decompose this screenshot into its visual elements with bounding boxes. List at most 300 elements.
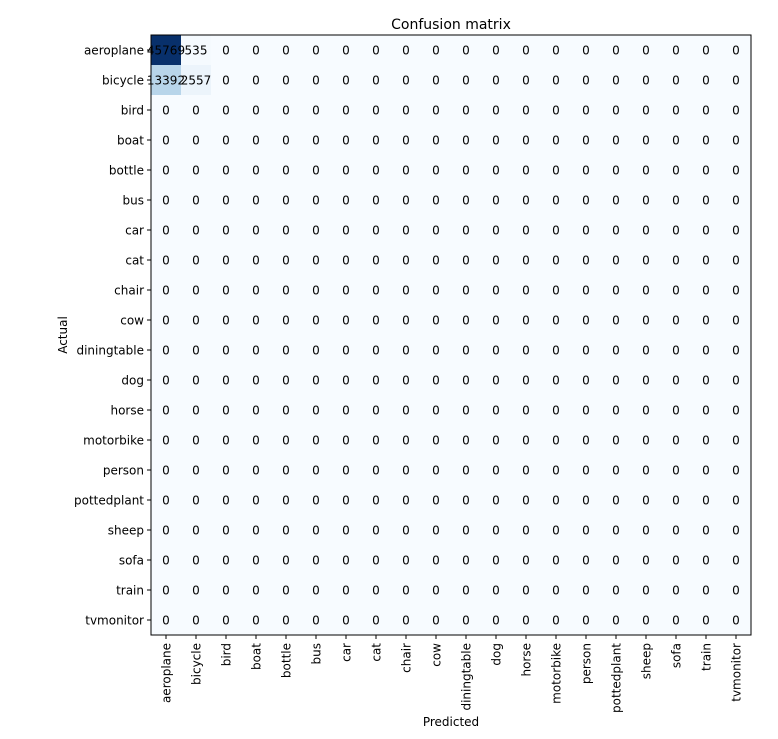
- cell-value-label: 0: [372, 283, 380, 298]
- cell-value-label: 0: [312, 493, 320, 508]
- cell-value-label: 0: [252, 223, 260, 238]
- cell-value-label: 0: [372, 253, 380, 268]
- cell-value-label: 0: [192, 493, 200, 508]
- cell-value-label: 0: [552, 43, 560, 58]
- cell-value-label: 0: [372, 523, 380, 538]
- heatmap-cells: [151, 35, 751, 635]
- cell-value-label: 0: [582, 133, 590, 148]
- cell-value-label: 0: [552, 193, 560, 208]
- cell-value-label: 0: [222, 313, 230, 328]
- cell-value-label: 0: [402, 73, 410, 88]
- cell-value-label: 0: [282, 463, 290, 478]
- cell-value-label: 0: [492, 583, 500, 598]
- cell-value-label: 0: [162, 553, 170, 568]
- cell-value-label: 0: [462, 613, 470, 628]
- cell-value-label: 0: [222, 523, 230, 538]
- y-tick-label-bird: bird: [120, 103, 144, 118]
- cell-value-label: 0: [162, 253, 170, 268]
- y-axis-label: Actual: [56, 316, 70, 354]
- cell-value-label: 0: [582, 103, 590, 118]
- cell-value-label: 0: [372, 43, 380, 58]
- cell-value-label: 0: [642, 493, 650, 508]
- cell-value-label: 0: [642, 343, 650, 358]
- cell-value-label: 0: [312, 613, 320, 628]
- cell-value-label: 0: [192, 583, 200, 598]
- cell-value-label: 0: [342, 403, 350, 418]
- cell-value-label: 0: [612, 283, 620, 298]
- cell-value-label: 0: [342, 73, 350, 88]
- cell-value-label: 0: [612, 133, 620, 148]
- cell-value-label: 0: [732, 163, 740, 178]
- cell-value-label: 0: [282, 73, 290, 88]
- cell-value-label: 0: [222, 553, 230, 568]
- cell-value-label: 0: [702, 583, 710, 598]
- cell-value-label: 0: [192, 283, 200, 298]
- y-tick-label-cow: cow: [120, 313, 144, 328]
- cell-value-label: 0: [702, 553, 710, 568]
- cell-value-label: 0: [582, 433, 590, 448]
- cell-value-label: 0: [162, 493, 170, 508]
- cell-value-label: 0: [162, 163, 170, 178]
- cell-value-label: 0: [492, 223, 500, 238]
- cell-value-label: 0: [732, 523, 740, 538]
- cell-value-label: 0: [552, 163, 560, 178]
- cell-value-label: 0: [282, 223, 290, 238]
- cell-value-label: 0: [732, 463, 740, 478]
- cell-value-label: 0: [282, 103, 290, 118]
- cell-value-label: 0: [432, 313, 440, 328]
- cell-value-label: 0: [252, 463, 260, 478]
- cell-value-label: 0: [192, 223, 200, 238]
- cell-value-label: 0: [732, 553, 740, 568]
- x-tick-label-car: car: [339, 643, 354, 662]
- cell-value-label: 0: [552, 373, 560, 388]
- cell-value-label: 0: [702, 43, 710, 58]
- x-tick-label-sofa: sofa: [669, 643, 684, 669]
- cell-value-label: 0: [522, 43, 530, 58]
- cell-value-label: 0: [612, 73, 620, 88]
- cell-value-label: 0: [462, 193, 470, 208]
- cell-value-label: 0: [342, 103, 350, 118]
- cell-value-label: 0: [432, 403, 440, 418]
- cell-value-label: 0: [312, 283, 320, 298]
- cell-value-label: 0: [222, 433, 230, 448]
- cell-value-label: 0: [282, 253, 290, 268]
- cell-value-label: 0: [672, 193, 680, 208]
- cell-value-label: 0: [672, 583, 680, 598]
- cell-value-label: 0: [552, 133, 560, 148]
- cell-value-label: 0: [402, 43, 410, 58]
- cell-value-label: 0: [312, 223, 320, 238]
- cell-value-label: 0: [642, 433, 650, 448]
- cell-value-label: 0: [522, 613, 530, 628]
- cell-value-label: 0: [462, 223, 470, 238]
- cell-value-label: 0: [612, 253, 620, 268]
- x-axis-tick-labels: [160, 643, 744, 713]
- cell-value-label: 0: [462, 163, 470, 178]
- cell-value-label: 0: [582, 613, 590, 628]
- cell-value-label: 0: [282, 43, 290, 58]
- cell-value-label: 0: [702, 613, 710, 628]
- cell-value-label: 0: [162, 463, 170, 478]
- cell-value-label: 0: [222, 43, 230, 58]
- cell-value-label: 0: [462, 43, 470, 58]
- cell-value-label: 0: [402, 523, 410, 538]
- cell-value-label: 0: [522, 463, 530, 478]
- cell-value-label: 0: [612, 163, 620, 178]
- cell-value-label: 0: [492, 163, 500, 178]
- cell-value-label: 0: [612, 343, 620, 358]
- cell-value-label: 0: [312, 343, 320, 358]
- cell-value-label: 0: [282, 313, 290, 328]
- cell-value-label: 0: [612, 313, 620, 328]
- cell-value-label: 0: [222, 613, 230, 628]
- cell-value-label: 0: [282, 583, 290, 598]
- cell-value-label: 0: [672, 403, 680, 418]
- cell-value-label: 0: [162, 133, 170, 148]
- cell-value-label: 0: [402, 253, 410, 268]
- x-tick-label-horse: horse: [519, 643, 534, 677]
- cell-value-label: 0: [402, 373, 410, 388]
- cell-value-label: 0: [432, 43, 440, 58]
- cell-value-label: 0: [552, 583, 560, 598]
- x-tick-label-bus: bus: [309, 643, 324, 665]
- cell-value-label: 0: [492, 193, 500, 208]
- y-tick-label-car: car: [125, 223, 144, 238]
- cell-value-label: 0: [222, 283, 230, 298]
- y-tick-label-diningtable: diningtable: [76, 343, 144, 358]
- cell-value-label: 0: [462, 583, 470, 598]
- x-tick-label-bottle: bottle: [279, 643, 294, 679]
- cell-value-label: 0: [372, 373, 380, 388]
- cell-value-label: 0: [552, 343, 560, 358]
- cell-value-label: 0: [582, 193, 590, 208]
- cell-value-label: 0: [222, 163, 230, 178]
- cell-value-label: 0: [282, 283, 290, 298]
- cell-value-label: 0: [252, 613, 260, 628]
- cell-value-label: 0: [672, 313, 680, 328]
- cell-value-label: 0: [462, 523, 470, 538]
- cell-value-label: 0: [492, 403, 500, 418]
- cell-value-label: 0: [222, 193, 230, 208]
- cell-value-label: 0: [342, 343, 350, 358]
- cell-value-label: 0: [552, 103, 560, 118]
- cell-value-label: 0: [252, 103, 260, 118]
- cell-value-label: 0: [522, 133, 530, 148]
- cell-value-label: 0: [522, 523, 530, 538]
- cell-value-label: 0: [282, 343, 290, 358]
- x-tick-label-diningtable: diningtable: [459, 643, 474, 711]
- cell-value-label: 0: [402, 463, 410, 478]
- cell-value-label: 0: [462, 313, 470, 328]
- cell-value-label: 0: [432, 103, 440, 118]
- cell-value-label: 0: [612, 223, 620, 238]
- x-tick-label-aeroplane: aeroplane: [159, 643, 174, 704]
- cell-value-label: 0: [642, 613, 650, 628]
- cell-value-label: 0: [672, 553, 680, 568]
- cell-value-label: 0: [552, 223, 560, 238]
- cell-value-label: 0: [432, 283, 440, 298]
- cell-value-label: 0: [672, 433, 680, 448]
- cell-value-label: 0: [732, 493, 740, 508]
- cell-value-label: 0: [612, 553, 620, 568]
- cell-value-label: 0: [222, 103, 230, 118]
- cell-value-label: 0: [252, 43, 260, 58]
- cell-value-label: 0: [432, 433, 440, 448]
- cell-value-label: 0: [642, 583, 650, 598]
- cell-value-label: 0: [252, 193, 260, 208]
- cell-value-label: 0: [372, 163, 380, 178]
- cell-value-label: 0: [552, 553, 560, 568]
- y-tick-label-chair: chair: [114, 283, 144, 298]
- cell-value-label: 0: [612, 493, 620, 508]
- cell-value-label: 0: [732, 133, 740, 148]
- cell-value-label: 0: [312, 463, 320, 478]
- cell-value-label: 0: [492, 373, 500, 388]
- cell-value-label: 45769: [146, 43, 186, 58]
- cell-value-label: 0: [162, 583, 170, 598]
- cell-value-label: 0: [222, 223, 230, 238]
- cell-value-label: 0: [342, 193, 350, 208]
- cell-value-label: 0: [372, 313, 380, 328]
- cell-value-label: 0: [282, 493, 290, 508]
- cell-value-label: 0: [342, 433, 350, 448]
- cell-value-label: 0: [222, 583, 230, 598]
- cell-value-label: 0: [432, 73, 440, 88]
- cell-value-label: 0: [552, 613, 560, 628]
- y-tick-label-sheep: sheep: [107, 523, 144, 538]
- cell-value-label: 0: [672, 103, 680, 118]
- cell-value-label: 0: [162, 433, 170, 448]
- cell-value-label: 0: [732, 373, 740, 388]
- cell-value-label: 0: [612, 373, 620, 388]
- y-tick-label-sofa: sofa: [118, 553, 144, 568]
- cell-value-label: 0: [522, 373, 530, 388]
- cell-value-label: 0: [312, 43, 320, 58]
- cell-value-label: 0: [312, 433, 320, 448]
- cell-value-label: 0: [282, 433, 290, 448]
- cell-value-label: 0: [732, 253, 740, 268]
- cell-value-label: 0: [192, 313, 200, 328]
- cell-value-label: 0: [402, 583, 410, 598]
- cell-value-label: 0: [612, 583, 620, 598]
- cell-value-label: 0: [672, 163, 680, 178]
- cell-value-label: 0: [642, 463, 650, 478]
- cell-value-label: 535: [184, 43, 208, 58]
- cell-value-label: 0: [192, 133, 200, 148]
- cell-value-label: 0: [342, 253, 350, 268]
- cell-value-label: 0: [282, 613, 290, 628]
- cell-value-label: 0: [432, 463, 440, 478]
- cell-value-label: 0: [192, 163, 200, 178]
- cell-value-label: 0: [342, 163, 350, 178]
- cell-value-label: 0: [402, 133, 410, 148]
- cell-value-label: 0: [642, 553, 650, 568]
- cell-value-label: 0: [582, 373, 590, 388]
- cell-value-label: 0: [192, 403, 200, 418]
- cell-value-label: 0: [432, 523, 440, 538]
- cell-value-label: 0: [552, 73, 560, 88]
- cell-value-label: 0: [372, 433, 380, 448]
- x-tick-label-bicycle: bicycle: [189, 643, 204, 685]
- cell-value-label: 0: [282, 523, 290, 538]
- cell-value-label: 0: [432, 373, 440, 388]
- cell-value-label: 0: [342, 133, 350, 148]
- cell-value-label: 0: [162, 283, 170, 298]
- cell-value-label: 0: [372, 223, 380, 238]
- cell-value-label: 0: [432, 583, 440, 598]
- cell-value-label: 0: [522, 283, 530, 298]
- cell-value-label: 0: [522, 163, 530, 178]
- cell-value-label: 0: [162, 343, 170, 358]
- cell-value-label: 0: [312, 73, 320, 88]
- cell-value-label: 0: [642, 193, 650, 208]
- cell-value-label: 0: [492, 433, 500, 448]
- cell-value-label: 0: [192, 103, 200, 118]
- y-tick-label-bicycle: bicycle: [102, 73, 144, 88]
- cell-value-label: 0: [732, 613, 740, 628]
- cell-value-label: 0: [372, 133, 380, 148]
- cell-value-label: 0: [282, 133, 290, 148]
- cell-value-label: 0: [222, 343, 230, 358]
- cell-value-label: 0: [552, 433, 560, 448]
- cell-value-label: 0: [642, 43, 650, 58]
- cell-value-label: 0: [492, 253, 500, 268]
- cell-value-label: 0: [612, 433, 620, 448]
- x-tick-label-pottedplant: pottedplant: [609, 643, 624, 713]
- y-tick-label-boat: boat: [116, 133, 144, 148]
- cell-value-label: 0: [252, 133, 260, 148]
- cell-value-label: 0: [492, 523, 500, 538]
- cell-value-label: 0: [462, 463, 470, 478]
- cell-value-label: 0: [402, 223, 410, 238]
- cell-value-label: 0: [702, 133, 710, 148]
- cell-value-label: 0: [612, 613, 620, 628]
- y-tick-label-horse: horse: [110, 403, 144, 418]
- cell-value-label: 0: [522, 433, 530, 448]
- cell-value-label: 0: [312, 583, 320, 598]
- cell-value-label: 0: [522, 583, 530, 598]
- cell-value-label: 0: [732, 43, 740, 58]
- cell-value-label: 0: [462, 373, 470, 388]
- cell-value-label: 0: [462, 73, 470, 88]
- cell-value-label: 0: [492, 313, 500, 328]
- cell-value-label: 0: [192, 463, 200, 478]
- cell-value-label: 0: [252, 523, 260, 538]
- cell-value-label: 0: [162, 523, 170, 538]
- cell-value-label: 13392: [146, 73, 186, 88]
- cell-value-label: 0: [342, 313, 350, 328]
- cell-value-label: 0: [642, 163, 650, 178]
- cell-value-label: 0: [492, 283, 500, 298]
- cell-value-label: 0: [462, 343, 470, 358]
- cell-value-label: 0: [582, 553, 590, 568]
- cell-value-label: 0: [372, 493, 380, 508]
- cell-value-label: 0: [702, 523, 710, 538]
- cell-value-label: 0: [462, 433, 470, 448]
- cell-value-label: 0: [702, 253, 710, 268]
- cell-value-label: 0: [732, 583, 740, 598]
- cell-value-label: 0: [432, 193, 440, 208]
- cell-value-label: 0: [702, 103, 710, 118]
- cell-value-label: 0: [312, 373, 320, 388]
- cell-value-label: 0: [612, 403, 620, 418]
- cell-value-label: 0: [732, 433, 740, 448]
- cell-value-label: 0: [402, 163, 410, 178]
- cell-value-label: 0: [222, 253, 230, 268]
- cell-value-label: 0: [702, 73, 710, 88]
- cell-value-label: 0: [222, 463, 230, 478]
- cell-value-label: 0: [582, 583, 590, 598]
- cell-value-label: 0: [492, 103, 500, 118]
- cell-value-label: 0: [672, 493, 680, 508]
- cell-value-label: 0: [402, 343, 410, 358]
- cell-value-label: 0: [552, 463, 560, 478]
- cell-value-label: 0: [552, 523, 560, 538]
- x-axis-label: Predicted: [422, 715, 480, 729]
- cell-value-label: 0: [642, 403, 650, 418]
- cell-value-label: 0: [252, 343, 260, 358]
- cell-value-label: 0: [372, 403, 380, 418]
- cell-value-label: 0: [192, 373, 200, 388]
- cell-value-label: 0: [252, 163, 260, 178]
- cell-value-label: 0: [732, 73, 740, 88]
- cell-value-label: 0: [312, 163, 320, 178]
- cell-value-label: 0: [402, 403, 410, 418]
- cell-value-label: 0: [522, 493, 530, 508]
- cell-value-label: 0: [222, 493, 230, 508]
- cell-value-label: 0: [222, 133, 230, 148]
- cell-value-label: 0: [732, 193, 740, 208]
- cell-value-label: 0: [342, 553, 350, 568]
- cell-value-label: 0: [342, 493, 350, 508]
- cell-value-label: 0: [702, 283, 710, 298]
- cell-value-label: 0: [732, 343, 740, 358]
- cell-value-label: 0: [192, 253, 200, 268]
- cell-value-label: 0: [642, 223, 650, 238]
- cell-value-label: 0: [642, 313, 650, 328]
- cell-value-label: 0: [402, 613, 410, 628]
- cell-value-label: 0: [312, 193, 320, 208]
- cell-value-label: 0: [702, 343, 710, 358]
- cell-value-label: 0: [312, 313, 320, 328]
- cell-value-label: 0: [162, 103, 170, 118]
- cell-value-label: 0: [702, 373, 710, 388]
- cell-value-label: 0: [672, 43, 680, 58]
- cell-value-label: 0: [312, 133, 320, 148]
- cell-value-label: 0: [702, 463, 710, 478]
- cell-value-label: 0: [342, 373, 350, 388]
- cell-value-label: 0: [492, 493, 500, 508]
- x-tick-label-boat: boat: [249, 643, 264, 671]
- x-tick-label-chair: chair: [399, 643, 414, 673]
- cell-value-label: 0: [342, 583, 350, 598]
- x-tick-label-train: train: [699, 643, 714, 671]
- cell-value-label: 0: [612, 43, 620, 58]
- x-tick-label-person: person: [579, 643, 594, 685]
- cell-value-label: 0: [342, 613, 350, 628]
- cell-value-label: 0: [522, 193, 530, 208]
- cell-value-label: 0: [582, 163, 590, 178]
- cell-value-label: 0: [342, 223, 350, 238]
- cell-value-label: 0: [192, 553, 200, 568]
- cell-value-label: 0: [312, 103, 320, 118]
- cell-value-label: 0: [582, 493, 590, 508]
- cell-value-label: 0: [462, 493, 470, 508]
- y-tick-label-aeroplane: aeroplane: [83, 43, 144, 58]
- cell-value-label: 0: [492, 133, 500, 148]
- y-tick-label-bottle: bottle: [108, 163, 144, 178]
